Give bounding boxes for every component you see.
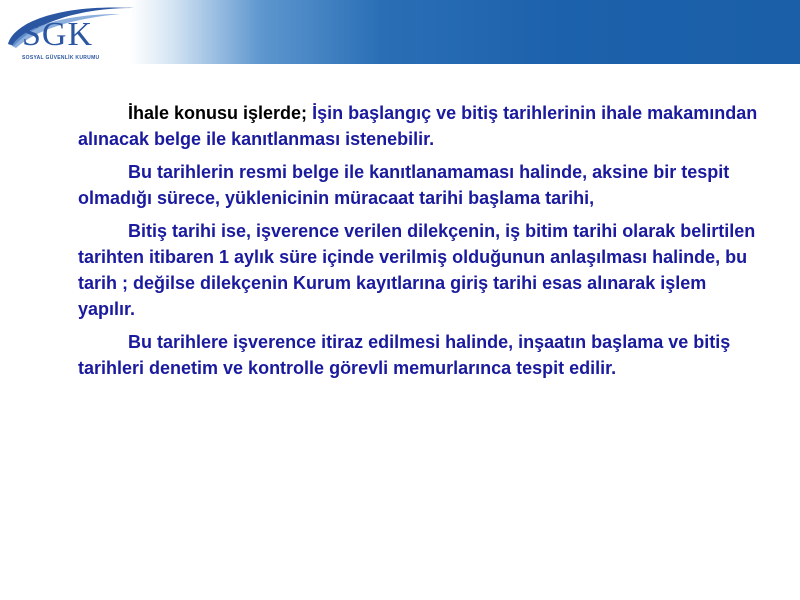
sgk-logo xyxy=(0,0,160,64)
paragraph-1 xyxy=(78,100,758,152)
paragraph-2: Bu tarihlerin resmi belge ile kanıtlanamaması halinde, aksine bir tespit olmadığı sürece, yüklenicinin müracaat tarihi başlama tarihi, xyxy=(78,162,730,208)
content-body xyxy=(78,100,758,388)
paragraph-1-text: İşin başlangıç ve bitiş tarihlerinin ihale makamından alınacak belge ile kanıtlanması istenebilir. xyxy=(78,103,758,149)
logo-text: SGK xyxy=(22,16,94,53)
paragraph-3: Bitiş tarihi ise, işverence verilen dilekçenin, iş bitim tarihi olarak belirtilen tarihten itibaren 1 aylık süre içinde verilmiş olduğunun anlaşılması halinde, bu tarih ; değilse dilekçenin Kurum kayıtlarına giriş tarihi esas alınarak işlem yapılır. xyxy=(78,221,756,319)
paragraph-4: Bu tarihlere işverence itiraz edilmesi halinde, inşaatın başlama ve bitiş tarihleri denetim ve kontrolle görevli memurlarınca tespit edilir. xyxy=(78,332,731,378)
logo-subtitle: SOSYAL GÜVENLİK KURUMU xyxy=(22,55,100,61)
paragraph-1-lead: İhale konusu işlerde; xyxy=(128,103,313,123)
